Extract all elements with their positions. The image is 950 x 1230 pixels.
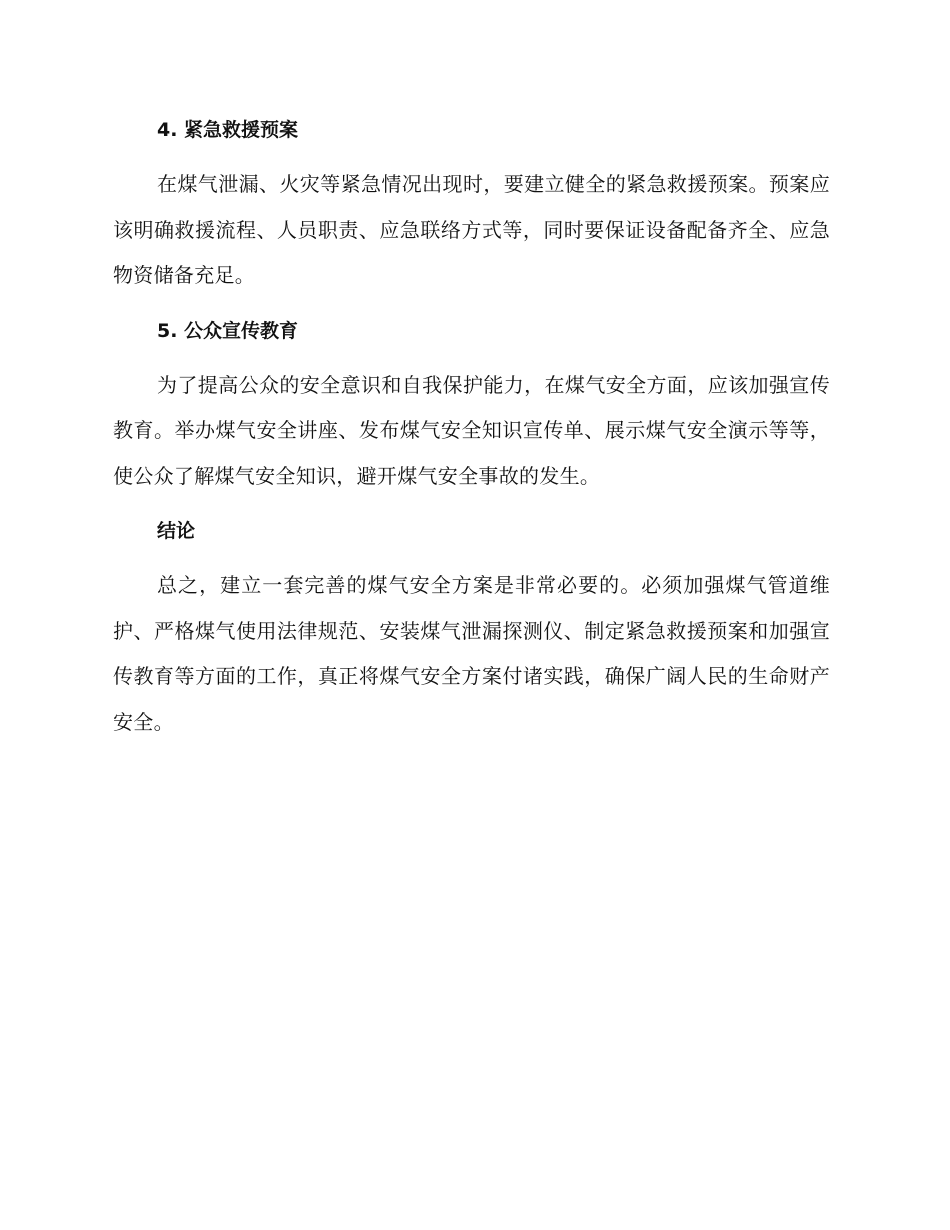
section-heading-public-education: 5. 公众宣传教育	[157, 319, 299, 342]
section-heading-conclusion: 结论	[157, 520, 196, 542]
section-body-public-education: 为了提高公众的安全意识和自我保护能力，在煤气安全方面，应该加强宣传教育。举办煤气安全讲座、发布煤气安全知识宣传单、展示煤气安全演示等等，使公众了解煤气安全知识，避开煤气安全事故的发生。	[113, 372, 830, 488]
section-body-conclusion: 总之，建立一套完善的煤气安全方案是非常必要的。必须加强煤气管道维护、严格煤气使用法律规范、安装煤气泄漏探测仪、制定紧急救援预案和加强宣传教育等方面的工作，真正将煤气安全方案付诸实践，确保广阔人民的生命财产安全。	[113, 573, 830, 734]
section-heading-emergency-plan: 4. 紧急救援预案	[157, 119, 299, 141]
section-body-emergency-plan: 在煤气泄漏、火灾等紧急情况出现时，要建立健全的紧急救援预案。预案应该明确救援流程、人员职责、应急联络方式等，同时要保证设备配备齐全、应急物资储备充足。	[113, 172, 830, 287]
